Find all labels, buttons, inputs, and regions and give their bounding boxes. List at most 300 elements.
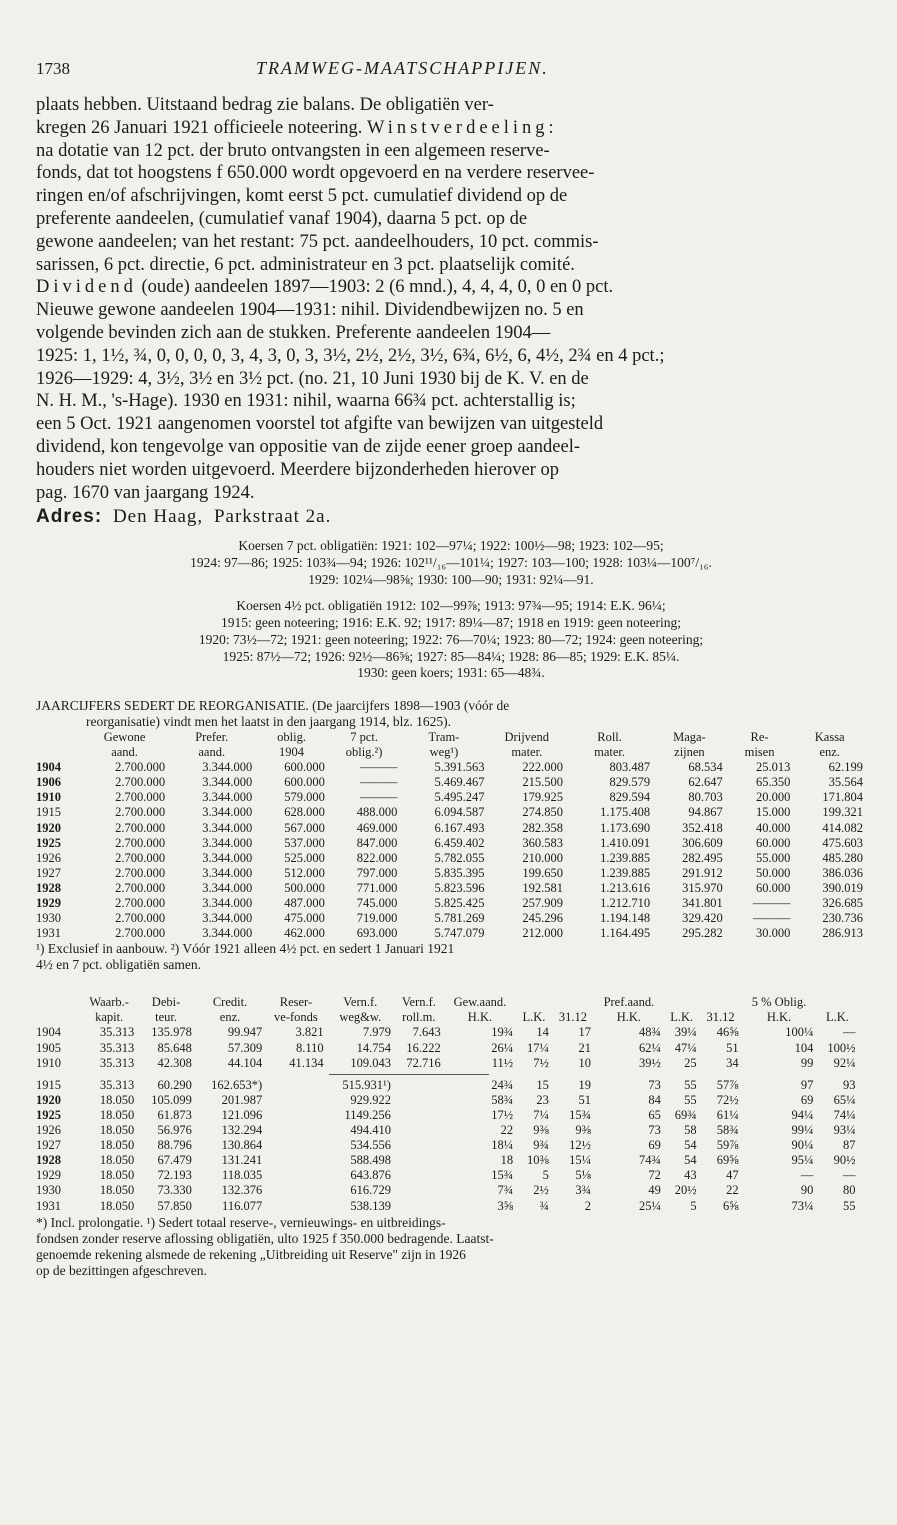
table-cell: 90½ [833,1153,856,1168]
table-cell [394,1108,444,1123]
table-cell [858,1078,866,1093]
table-cell: 55 [684,1092,697,1107]
table-cell [394,1093,444,1108]
table-cell: 525.000 [284,850,325,865]
column-header: aand. [111,745,138,760]
table-cell: 18 [500,1153,514,1168]
column-header [858,1010,866,1025]
table-cell: 93¼ [833,1123,856,1138]
table-cell: 5.495.247 [434,790,485,805]
text-line [36,254,866,277]
column-header: ve-fonds [274,1010,318,1025]
column-header: oblig.²) [345,745,383,760]
table-cell: 3⅝ [497,1198,514,1213]
table-cell: 43 [684,1168,697,1183]
table-cell: 60.000 [756,880,791,895]
table-cell: 73.330 [157,1183,192,1198]
table-cell: 94.867 [688,805,723,820]
company-description [36,94,866,504]
table-cell: 47¼ [674,1040,697,1055]
column-header: L.K. [670,1010,694,1025]
table-cell: 1.410.091 [600,835,651,850]
spaced-text-run: Winstverdeeling: [367,117,558,138]
table-cell [265,1153,326,1168]
table-cell: 19 [578,1077,591,1092]
table-cell: 47 [726,1168,739,1183]
table-row [36,926,866,941]
table-cell: 534.556 [350,1138,391,1153]
table-cell: 488.000 [356,805,398,820]
table-cell: 24¾ [491,1077,514,1092]
table-cell: 15.000 [756,805,791,820]
column-header: teur. [155,1010,177,1025]
table-cell: 104 [794,1040,814,1055]
year-cell: 1926 [36,850,61,865]
table-cell: 69 [800,1092,814,1107]
table-cell: 7½ [533,1055,549,1070]
table-cell: 50.000 [756,865,791,880]
table-cell: 9⅜ [575,1123,591,1138]
table-cell: 74¾ [639,1153,661,1168]
table-cell: 18.050 [99,1138,135,1153]
table-cell: 487.000 [284,896,325,910]
table-cell: 7.643 [412,1025,441,1040]
table-cell: 494.410 [350,1123,391,1138]
year-cell: 1928 [36,880,61,895]
table-cell: 54 [684,1153,697,1168]
table-cell: 162.653*) [211,1077,263,1092]
table-cell: 12½ [569,1138,591,1153]
address-label: Adres: [36,506,103,528]
table-cell: 130.864 [221,1138,263,1153]
column-header: misen [744,745,775,760]
column-header: 31.12 [706,1010,735,1025]
table-cell: 3¾ [575,1183,591,1198]
table-cell: 282.358 [522,820,563,835]
table-cell: 14 [536,1025,549,1040]
table-cell: 93 [842,1077,856,1092]
table-cell: 797.000 [356,865,398,880]
table-cell: ——— [359,775,398,790]
column-header: enz. [219,1010,241,1025]
table-cell: — [842,1168,856,1183]
table-cell: 2.700.000 [115,850,166,865]
table-cell: 3.344.000 [202,880,253,895]
column-header: H.K. [616,1010,642,1025]
text-line [36,368,866,391]
table-cell: 88.796 [157,1138,192,1153]
column-header [858,995,866,1010]
table-cell: 212.000 [522,926,563,941]
table-cell: 22 [726,1183,739,1198]
table-row [36,821,866,836]
year-cell: 1904 [36,760,61,775]
table-cell: 643.876 [350,1168,391,1183]
table-cell: 341.801 [682,896,723,910]
table-cell: 3.344.000 [202,850,253,865]
table-cell: 3.344.000 [202,835,253,850]
table-cell [265,1078,326,1093]
column-header [36,995,81,1010]
table-cell: 5.391.563 [434,760,485,775]
table-cell: 26¼ [491,1040,514,1055]
table-cell: 15¾ [491,1168,514,1183]
table-cell: 60.000 [756,835,791,850]
separator-rule [36,1071,866,1078]
table-cell: 18.050 [99,1183,135,1198]
jaarcijfers-heading: JAARCIJFERS SEDERT DE REORGANISATIE. (De jaarcijfers 1898—1903 (vóór de [36,697,510,713]
table-cell: 2.700.000 [115,820,166,835]
table-cell: 6⅝ [723,1198,739,1213]
table-cell: 10 [578,1055,591,1070]
table-cell: 62.199 [828,760,863,775]
table-cell: 192.581 [522,880,563,895]
table-cell: 46⅝ [716,1025,739,1040]
jaarcijfers-notes [36,941,866,973]
table-row [36,836,866,851]
text-run: 1926—1929: 4, 3½, 3½ en 3½ pct. (no. 21, 10 Juni 1930 bij de K. V. en de [36,368,589,389]
table-row [36,1123,866,1138]
table-cell: 60.290 [157,1077,192,1092]
table-cell: 15¾ [569,1107,591,1122]
table-cell: 390.019 [822,880,863,895]
column-header: Drijvend [504,729,549,744]
koersen-7pct [36,538,866,588]
table-cell: 3.344.000 [202,775,253,790]
table-cell: 44.104 [227,1055,263,1070]
column-header: Vern.f. [401,995,436,1010]
table-cell: 8.110 [295,1040,324,1055]
table-cell [394,1153,444,1168]
table-cell: 329.420 [682,911,723,926]
table-cell: 1.173.690 [600,820,651,835]
table-cell: 475.603 [822,835,863,850]
text-run: Nieuwe gewone aandeelen 1904—1931: nihil. Dividendbewijzen no. 5 en [36,300,584,321]
column-header: Kassa [814,729,845,744]
text-line [36,140,866,163]
table-cell: 2.700.000 [115,760,166,775]
jaarcijfers-subheading: reorganisatie) vindt men het laatst in den jaargang 1914, blz. 1625). [86,713,452,729]
table-row [36,1138,866,1153]
year-cell: 1920 [36,820,61,835]
header-row [36,730,866,745]
table-cell: 132.376 [221,1183,263,1198]
table-cell: 5.469.467 [434,775,485,790]
table-cell: 99¼ [791,1123,814,1138]
table-row [36,775,866,790]
table-cell: 929.922 [350,1092,391,1107]
koers-line: 1920: 73½—72; 1921: geen noteering; 1922: 76—70¼; 1923: 80—72; 1924: geen noteering; [198,631,704,647]
table-cell: 2.700.000 [115,880,166,895]
column-header: Tram- [428,729,460,744]
table-cell: 3.344.000 [202,805,253,820]
table-cell [858,1183,866,1198]
table-cell: 18.050 [99,1123,135,1138]
table-cell: 90 [800,1183,814,1198]
column-header: Vern.f. [343,995,378,1010]
table-cell: 90¼ [791,1138,814,1153]
text-line [36,436,866,459]
column-header: Pref.aand. [603,995,655,1010]
year-cell: 1906 [36,775,61,790]
column-header: Reser- [279,995,313,1010]
table-cell: 567.000 [284,820,325,835]
table-cell: 215.500 [522,775,563,790]
table-cell: 600.000 [284,760,325,775]
table-cell [265,1168,326,1183]
table-cell [858,1199,866,1214]
year-cell: 1925 [36,1107,61,1122]
table-cell: 201.987 [221,1092,263,1107]
header-row [36,995,866,1010]
table-row [36,1041,866,1056]
table-row [36,896,866,911]
table-cell: 55 [842,1198,856,1213]
page [36,58,866,1279]
column-header: L.K. [825,1010,849,1025]
table-cell: 5.823.596 [434,880,485,895]
column-header: H.K. [467,1010,493,1025]
table-cell: 72½ [716,1092,739,1107]
text-line [36,482,866,505]
column-header [664,995,700,1010]
column-header [552,995,594,1010]
table-cell [265,1199,326,1214]
separator-row [36,1071,866,1078]
column-header: 7 pct. [350,729,378,744]
table-cell: 22 [500,1123,514,1138]
table-cell: 132.294 [221,1123,263,1138]
table-cell [394,1168,444,1183]
table-cell: 3.344.000 [202,896,253,910]
page-number: 1738 [36,59,70,78]
table-cell: 230.736 [822,911,863,926]
table-row [36,1168,866,1183]
table-cell: 16.222 [406,1040,441,1055]
table-cell [858,1168,866,1183]
table-row [36,1183,866,1198]
year-cell: 1931 [36,926,61,941]
year-cell: 1905 [36,1040,61,1055]
table-cell: ——— [359,760,398,775]
column-header: Waarb.- [89,995,129,1010]
address-line [36,506,866,528]
table-cell: 9¾ [533,1138,549,1153]
text-run: plaats hebben. Uitstaand bedrag zie balans. De obligatiën ver- [36,95,494,115]
table-cell: 179.925 [522,790,563,805]
table-cell: 2.700.000 [115,911,166,926]
koers-line: Koersen 7 pct. obligatiën: 1921: 102—97¼; 1922: 100½—98; 1923: 102—95; [238,538,664,554]
table-cell: 1.213.616 [600,880,651,895]
column-header: weg&w. [339,1010,382,1025]
table-cell: ¾ [539,1198,549,1213]
footnote: genoemde rekening alsmede de rekening „Uitbreiding uit Reserve" zijn in 1926 [36,1246,466,1262]
table-cell: 286.913 [822,926,863,941]
table-cell: 3.344.000 [202,760,253,775]
column-header: Debi- [151,995,181,1010]
table-cell: 20½ [674,1183,697,1198]
table-cell [858,1153,866,1168]
jaarcijfers-intro [36,698,866,730]
table-cell: 5.781.269 [434,911,485,926]
table-cell [858,1025,866,1040]
table-cell: 15 [536,1077,549,1092]
table-cell: 693.000 [356,926,398,941]
table-cell: 59⅞ [716,1138,739,1153]
table-cell [858,1041,866,1056]
text-run: fonds, dat tot hoogstens f 650.000 wordt opgevoerd en na verdere reservee- [36,163,595,184]
table-cell: 386.036 [822,865,863,880]
table-row [36,760,866,775]
table-cell: 171.804 [822,790,863,805]
table-cell: 35.313 [99,1040,135,1055]
table-cell: 80 [842,1183,856,1198]
balance-table [36,995,866,1213]
header-row [36,1010,866,1025]
text-line [36,94,866,117]
table-cell: ——— [752,911,791,926]
table-cell: 3.821 [295,1025,324,1040]
table-cell: 2.700.000 [115,865,166,880]
table-cell [858,1093,866,1108]
table-cell: 9⅜ [533,1123,549,1138]
table-cell: 11½ [491,1055,514,1070]
table-cell: 61¼ [716,1107,739,1122]
table-cell: 62¼ [639,1040,661,1055]
text-line [36,117,866,140]
table-cell: 306.609 [682,835,723,850]
table-cell: 57.309 [227,1040,263,1055]
table-cell [394,1078,444,1093]
table-row [36,866,866,881]
table-cell: 538.139 [350,1198,391,1213]
table-cell: 48¾ [639,1025,661,1040]
table-cell: 73¼ [791,1198,814,1213]
column-header [36,1010,81,1025]
table-cell: 7¼ [533,1107,549,1122]
table-cell: 6.459.402 [434,835,485,850]
table-cell: 73 [648,1123,661,1138]
year-cell: 1915 [36,1077,61,1092]
table-cell: 1.164.495 [600,926,651,941]
table-cell: 537.000 [284,835,325,850]
table-cell: 25¼ [639,1198,661,1213]
table-cell: 56.976 [157,1123,192,1138]
table-cell: 105.099 [151,1092,192,1107]
table-cell [265,1138,326,1153]
text-line [36,413,866,436]
table-cell [394,1199,444,1214]
table-cell [265,1183,326,1198]
year-cell: 1930 [36,1183,61,1198]
text-line [36,231,866,254]
table-cell: 515.931¹) [342,1077,391,1092]
table-cell [394,1183,444,1198]
jaarcijfers-table [36,730,866,941]
column-header: H.K. [766,1010,792,1025]
table-cell: 360.583 [522,835,563,850]
text-line [36,162,866,185]
table-cell: 616.729 [350,1183,391,1198]
table-cell: 2.700.000 [115,790,166,805]
table-cell [265,1093,326,1108]
table-cell: 69 [648,1138,661,1153]
table-cell: 282.495 [682,850,723,865]
koersen-45pct [36,598,866,682]
column-header: zijnen [674,745,705,760]
column-header: Prefer. [195,729,229,744]
text-line [36,345,866,368]
koers-line: 1930: geen koers; 1931: 65—48¾. [357,665,545,681]
table-cell: 18.050 [99,1168,135,1183]
table-cell: 35.313 [99,1025,135,1040]
text-run: pag. 1670 van jaargang 1924. [36,482,255,503]
table-cell: 1.239.885 [600,865,651,880]
table-cell: 39¼ [674,1025,697,1040]
table-row [36,881,866,896]
table-cell: 67.479 [157,1153,192,1168]
table-row [36,1153,866,1168]
table-cell: 719.000 [356,911,398,926]
table-cell: 51 [578,1092,591,1107]
table-cell: 14.754 [356,1040,391,1055]
table-cell: 222.000 [522,760,563,775]
text-run: volgende bevinden zich aan de stukken. Preferente aandeelen 1904— [36,322,551,343]
table-cell: 100¼ [785,1025,814,1040]
table-cell [265,1108,326,1123]
column-header: mater. [511,745,543,760]
table-cell: ——— [752,896,791,910]
koers-line: 1915: geen noteering; 1916: E.K. 92; 1917: 89¼—87; 1918 en 1919: geen noteering; [220,615,682,631]
table-cell: 109.043 [350,1055,391,1070]
table-cell: 5.782.055 [434,850,485,865]
table-cell: 822.000 [356,850,398,865]
column-header [36,730,81,745]
table-cell: 10⅜ [526,1153,549,1168]
table-cell: 5.825.425 [434,896,485,910]
table-cell [858,1056,866,1071]
table-cell: 19¾ [491,1025,514,1040]
table-cell: 210.000 [522,850,563,865]
table-cell: 2.700.000 [115,775,166,790]
running-title: TRAMWEG-MAATSCHAPPIJEN. [256,58,549,78]
table-cell: 65 [648,1107,661,1122]
column-header: Gewone [103,729,146,744]
table-cell: 73 [648,1077,661,1092]
table-cell: 35.564 [828,775,863,790]
column-header: 5 % Oblig. [751,995,807,1010]
table-cell: 3.344.000 [202,790,253,805]
column-header: 31.12 [558,1010,587,1025]
text-line [36,459,866,482]
table-cell: 512.000 [284,865,325,880]
table-cell: 326.685 [822,896,863,910]
table-cell: 51 [726,1040,739,1055]
spaced-text-run: Dividend [36,277,137,298]
column-header: roll.m. [402,1010,436,1025]
table-cell: 5.747.079 [434,926,485,941]
text-run: houders niet worden uitgevoerd. Meerdere bijzonderheden hierover op [36,459,559,480]
column-header: weg¹) [429,745,459,760]
table-cell: 118.035 [222,1168,263,1183]
column-header [816,995,858,1010]
table-cell: 92¼ [833,1055,856,1070]
table-cell: 121.096 [221,1107,263,1122]
year-cell: 1929 [36,1168,61,1183]
year-cell: 1927 [36,865,61,880]
table-cell: 18.050 [99,1107,135,1122]
text-line [36,276,866,299]
